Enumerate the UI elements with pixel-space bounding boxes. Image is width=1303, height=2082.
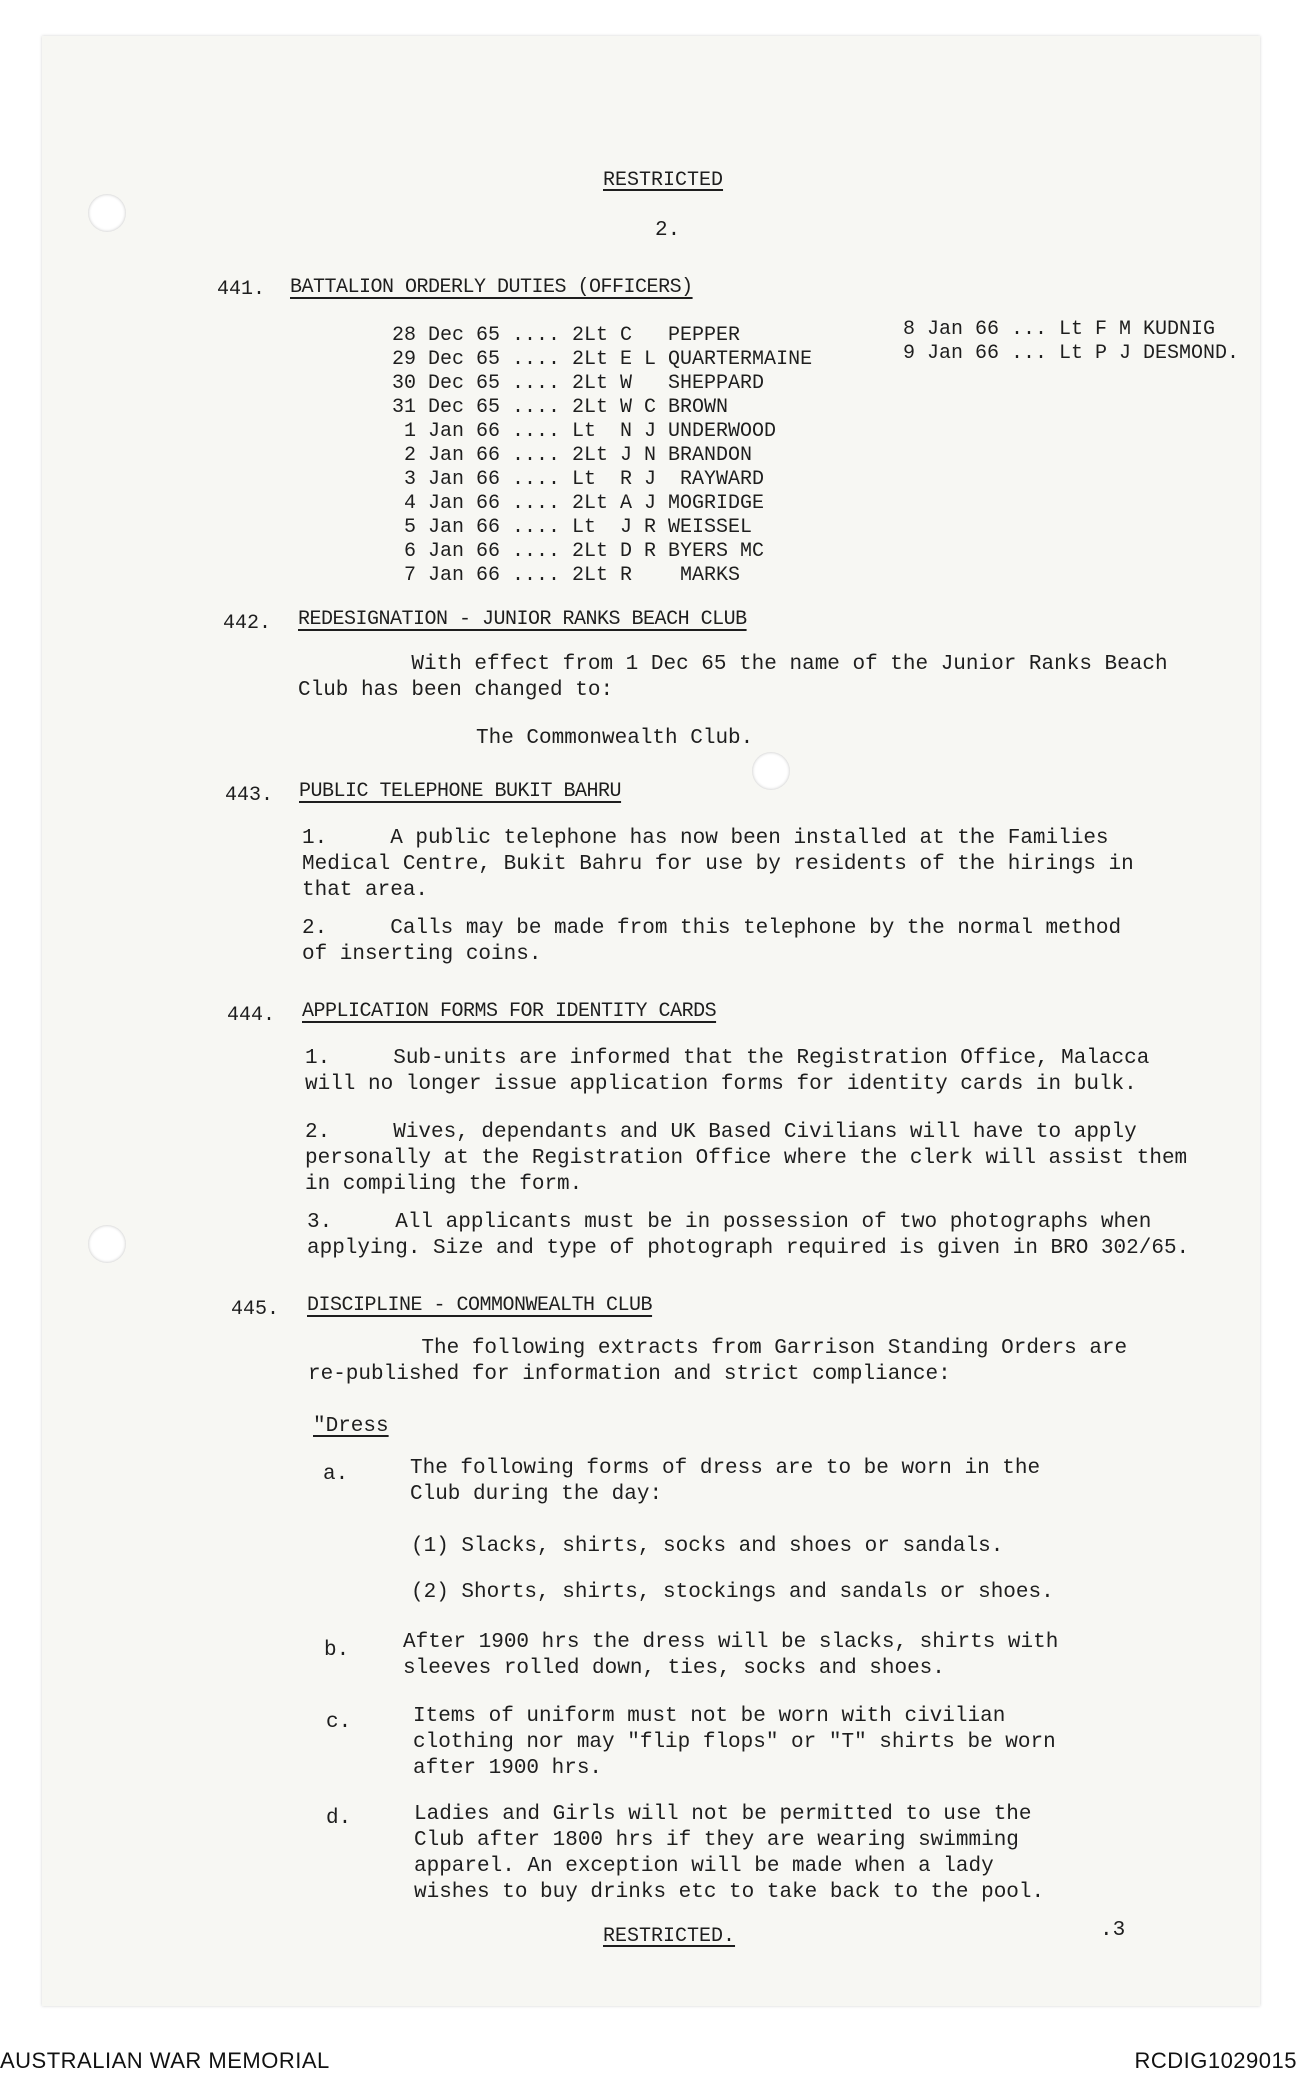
club-name: The Commonwealth Club. — [476, 727, 754, 750]
duty-row: 1 Jan 66 .... Lt N J UNDERWOOD — [392, 420, 777, 443]
archive-institution: AUSTRALIAN WAR MEMORIAL — [0, 2048, 330, 2073]
duty-row: 28 Dec 65 .... 2Lt C PEPPER — [392, 324, 741, 347]
section-paragraph: 1. Sub-units are informed that the Registration Office, Malacca will no longer issue application forms for identity cards in bulk. — [305, 1047, 1150, 1096]
archive-reference: RCDIG1029015 — [1134, 2048, 1297, 2073]
classification-footer: RESTRICTED. — [603, 1925, 736, 1948]
section-title: REDESIGNATION - JUNIOR RANKS BEACH CLUB — [298, 608, 747, 631]
item-label: a. — [323, 1463, 349, 1486]
section-number: 444. — [227, 1004, 276, 1027]
item-text: The following forms of dress are to be worn in the Club during the day: — [410, 1457, 1041, 1506]
section-paragraph: 2. Calls may be made from this telephone by the normal method of inserting coins. — [302, 917, 1122, 966]
section-paragraph: 2. Wives, dependants and UK Based Civilians will have to apply personally at the Registration Office where the clerk will assist them in compiling the form. — [305, 1121, 1188, 1196]
section-number: 445. — [231, 1298, 280, 1321]
item-text: Ladies and Girls will not be permitted to use the Club after 1800 hrs if they are wearing swimming apparel. An exception will be made when a lady wishes to buy drinks etc to take back to the pool. — [414, 1803, 1045, 1904]
item-label: b. — [324, 1639, 350, 1662]
item-text: After 1900 hrs the dress will be slacks, shirts with sleeves rolled down, ties, socks and shoes. — [403, 1631, 1059, 1680]
duty-row: 5 Jan 66 .... Lt J R WEISSEL — [392, 516, 753, 539]
duty-row: 6 Jan 66 .... 2Lt D R BYERS MC — [392, 540, 765, 563]
item-text: (1) Slacks, shirts, socks and shoes or sandals. — [411, 1535, 1004, 1558]
section-paragraph: The following extracts from Garrison Standing Orders are re-published for information and strict compliance: — [308, 1337, 1128, 1386]
section-number: 441. — [217, 278, 266, 301]
section-paragraph: 3. All applicants must be in possession of two photographs when applying. Size and type of photograph required is given in BRO 302/65. — [307, 1211, 1190, 1260]
section-paragraph: 1. A public telephone has now been installed at the Families Medical Centre, Bukit Bahru for use by residents of the hirings in that area. — [302, 827, 1134, 902]
punch-hole — [752, 752, 790, 790]
duty-row: 7 Jan 66 .... 2Lt R MARKS — [392, 564, 741, 587]
duty-row: 9 Jan 66 ... Lt P J DESMOND. — [903, 342, 1240, 365]
duty-row: 2 Jan 66 .... 2Lt J N BRANDON — [392, 444, 753, 467]
item-label: c. — [326, 1711, 352, 1734]
duty-row: 8 Jan 66 ... Lt F M KUDNIG — [903, 318, 1216, 341]
page-number: 2. — [655, 219, 681, 242]
classification-header: RESTRICTED — [603, 169, 724, 192]
duty-row: 30 Dec 65 .... 2Lt W SHEPPARD — [392, 372, 765, 395]
punch-hole — [88, 194, 126, 232]
section-title: BATTALION ORDERLY DUTIES (OFFICERS) — [290, 276, 693, 299]
item-text: Items of uniform must not be worn with civilian clothing nor may "flip flops" or "T" shirts be worn after 1900 hrs. — [413, 1705, 1056, 1780]
dress-heading: "Dress — [313, 1415, 389, 1438]
section-title: APPLICATION FORMS FOR IDENTITY CARDS — [302, 1000, 717, 1023]
item-text: (2) Shorts, shirts, stockings and sandals or shoes. — [411, 1581, 1054, 1604]
duty-row: 3 Jan 66 .... Lt R J RAYWARD — [392, 468, 765, 491]
section-number: 442. — [223, 612, 272, 635]
duty-row: 31 Dec 65 .... 2Lt W C BROWN — [392, 396, 729, 419]
section-number: 443. — [225, 784, 274, 807]
duty-row: 4 Jan 66 .... 2Lt A J MOGRIDGE — [392, 492, 765, 515]
section-title: PUBLIC TELEPHONE BUKIT BAHRU — [299, 780, 622, 803]
section-paragraph: With effect from 1 Dec 65 the name of the Junior Ranks Beach Club has been changed to: — [298, 653, 1168, 702]
item-label: d. — [326, 1807, 352, 1830]
punch-hole — [88, 1225, 126, 1263]
section-title: DISCIPLINE - COMMONWEALTH CLUB — [307, 1294, 653, 1317]
next-page-marker: .3 — [1100, 1919, 1126, 1942]
duty-row: 29 Dec 65 .... 2Lt E L QUARTERMAINE — [392, 348, 813, 371]
